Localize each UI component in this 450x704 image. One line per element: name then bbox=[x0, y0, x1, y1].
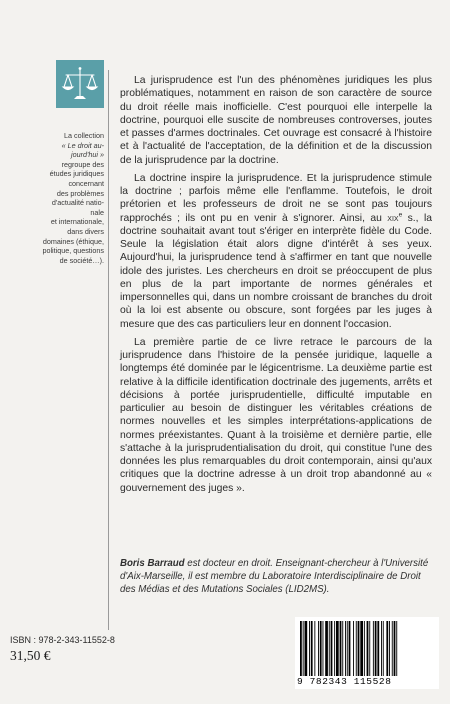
barcode-bar bbox=[314, 621, 315, 676]
barcode-bar bbox=[331, 621, 333, 676]
collection-line: dans divers bbox=[67, 226, 104, 236]
barcode-bar bbox=[396, 621, 397, 676]
barcode-bar bbox=[329, 621, 330, 676]
barcode-bar bbox=[386, 621, 388, 676]
collection-line: concernant bbox=[68, 178, 104, 188]
collection-line: domaines (éthique, bbox=[42, 236, 104, 246]
barcode-bar bbox=[349, 621, 351, 676]
barcode-bar bbox=[311, 621, 313, 676]
barcode-bar bbox=[381, 621, 382, 676]
barcode-bar bbox=[320, 621, 322, 676]
barcode-bar bbox=[392, 621, 393, 676]
barcode-bar bbox=[377, 621, 379, 676]
barcode-bar bbox=[309, 621, 310, 676]
column-divider bbox=[108, 70, 109, 630]
collection-line: d'actualité natio- bbox=[51, 198, 104, 208]
barcode-bar bbox=[300, 621, 302, 676]
barcode-bar bbox=[325, 621, 328, 676]
century-numeral: xix bbox=[387, 212, 399, 224]
barcode-bar bbox=[375, 621, 377, 676]
price: 31,50 € bbox=[10, 648, 51, 663]
collection-line: La collection bbox=[64, 131, 104, 140]
author-name: Boris Barraud bbox=[120, 558, 185, 569]
collection-line: politique, questions bbox=[42, 246, 104, 256]
barcode-bar bbox=[356, 621, 357, 676]
barcode-bar bbox=[383, 621, 384, 676]
barcode-bar bbox=[342, 621, 343, 676]
barcode-bar bbox=[369, 621, 370, 676]
barcode-bar bbox=[353, 621, 354, 676]
barcode-bar bbox=[364, 621, 365, 676]
barcode-bar bbox=[323, 621, 324, 676]
barcode-bar bbox=[347, 621, 348, 676]
barcode-bar bbox=[340, 621, 342, 676]
barcode-bar bbox=[360, 621, 363, 676]
paragraph-doctrine: La doctrine inspire la jurisprudence. Et la jurisprudence stimule la doctrine ; parfois même elle l'enflamme. Toutefois, le droit prétorien et les professeurs de droit ne se sont pas toujours rapprochés ; ils ont pu en venir à s'ignorer. Ainsi, au xix$^e$ s., la doctrine souhaitait avant tout s'ériger en interprète fidèle du Code. Seule la législation était alors digne d'intérêt à ses yeux. Aujourd'hui, la jurisprudence tend à s'affirmer en tant que nouvelle idole des juristes. Les chercheurs en droit se préoccupent de plus en plus de la part importante de normes générales et impersonnelles qui, dans un nombre croissant de branches du droit où la loi est absente ou obscure, sont forgées par les juges à mesure que des cas particuliers leur en donnent l'occasion. bbox=[120, 172, 432, 330]
paragraph-intro: La jurisprudence est l'un des phénomènes juridiques les plus problématiques, notamment en raison de son caractère de source du droit réelle mais inofficielle. C'est pourquoi elle interpelle la doctrine, pourquoi elle suscite de nombreuses controverses, joutes et passes d'armes doctrinales. Cet ouvrage est consacré à l'histoire et à l'actualité de l'acceptation, de la définition et de la discussion de la jurisprudence par la doctrine. bbox=[120, 75, 432, 166]
barcode-bar bbox=[367, 621, 369, 676]
barcode-bar bbox=[345, 621, 346, 676]
barcode-bar bbox=[334, 621, 335, 676]
barcode-bar bbox=[394, 621, 396, 676]
barcode-bar bbox=[303, 621, 304, 676]
collection-line: des problèmes bbox=[56, 188, 104, 198]
collection-line: nale bbox=[90, 207, 104, 217]
scales-of-justice-icon bbox=[56, 60, 104, 108]
collection-line: « Le droit au- bbox=[61, 140, 104, 150]
barcode-bar bbox=[305, 621, 308, 676]
century-superscript: e bbox=[398, 211, 403, 219]
collection-description bbox=[8, 131, 104, 265]
collection-line: jourd'hui » bbox=[71, 150, 104, 160]
author-bio-text: est docteur en droit. Enseignant-chercheur à l'Université d'Aix-Marseille, il est membre du Laboratoire Interdisciplinaire de Droit des Médias et des Mutations Sociales (LID2MS). bbox=[120, 558, 429, 595]
collection-line: de société…). bbox=[59, 255, 104, 265]
barcode-bar bbox=[336, 621, 339, 676]
barcode-digits: 9 782343 115528 bbox=[297, 676, 437, 687]
collection-line: et internationale, bbox=[50, 217, 104, 227]
isbn: ISBN : 978-2-343-11552-8 bbox=[10, 635, 115, 645]
barcode-bar bbox=[358, 621, 360, 676]
author-bio bbox=[120, 557, 432, 596]
back-cover-text bbox=[120, 74, 432, 500]
paragraph-structure: La première partie de ce livre retrace le parcours de la jurisprudence dans l'histoire de la pensée juridique, laquelle a longtemps été dominée par le légicentrisme. La deuxième partie est relative à la difficile identification doctrinale des jugements, arrêts et décisions à portée jurisprudentielle, difficulté imputable en particulier au besoin de distinguer les véritables créations de normes nouvelles et les simples interprétations-applications de normes préexistantes. Quant à la troisième et dernière partie, elle s'attache à la jurisprudentialisation du droit, qui constitue l'une des données les plus remarquables du droit contemporain, ainsi qu'aux critiques que la doctrine adresse à un droit trop abandonné au « gouvernement des juges ». bbox=[120, 336, 432, 494]
collection-line: études juridiques bbox=[49, 169, 104, 179]
barcode-bar bbox=[373, 621, 374, 676]
barcode-bar bbox=[318, 621, 319, 676]
barcode-bar bbox=[389, 621, 390, 676]
collection-line: regroupe des bbox=[61, 159, 104, 169]
